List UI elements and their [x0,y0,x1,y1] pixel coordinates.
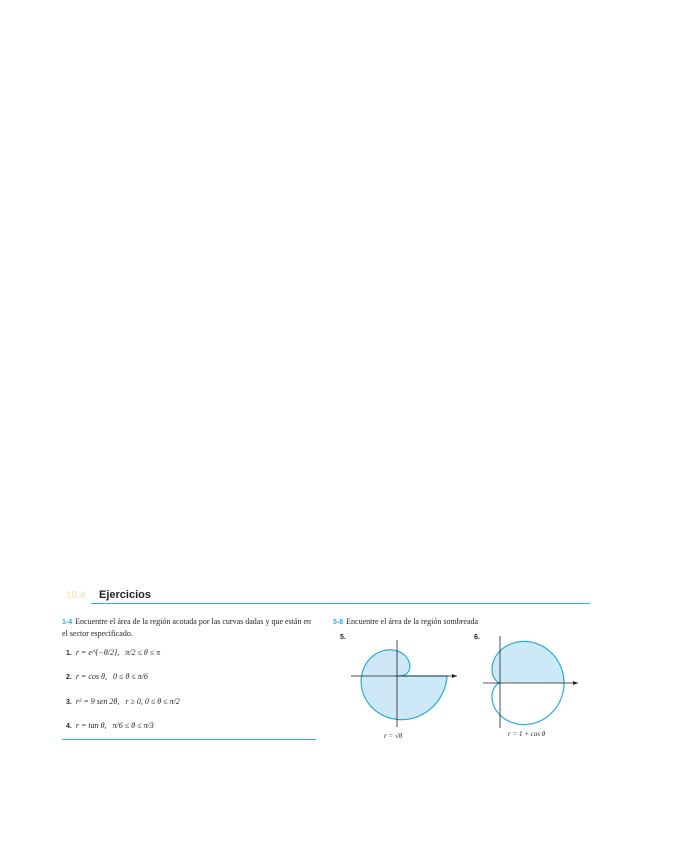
exercise-condition: π/6 ≤ θ ≤ π/3 [112,721,154,730]
x-axis-arrow [452,674,457,678]
section-title: Ejercicios [99,589,151,601]
plot-6-caption: r = 1 + cos θ [508,730,546,738]
instruction-text: Encuentre el área de la región sombreada [346,617,479,626]
exercise-equation: r = cos θ, [75,672,107,681]
exercise-number: 3. [66,699,72,706]
exercise-range: 5-8 [333,619,344,626]
exercise-number: 1. [66,650,72,657]
exercise-equation: r = e^{−θ/2}, [75,648,120,657]
plot-5-caption: r = √θ [384,732,403,740]
exercise-condition: r ≥ 0, 0 ≤ θ ≤ π/2 [125,697,180,706]
plot-6-label: 6. [474,634,480,641]
exercise-number: 2. [66,674,72,681]
exercise-range: 1-4 [62,619,73,626]
exercise-condition: 0 ≤ θ ≤ π/6 [112,672,148,681]
exercise-condition: π/2 ≤ θ ≤ π [125,648,161,657]
shaded-region [361,650,447,720]
exercise-number: 4. [66,723,72,730]
shaded-region [492,641,564,683]
instruction-text: Encuentre el área de la región acotada por las curvas dadas y que están en el sector especificado. [62,617,312,638]
exercise-equation: r = tan θ, [75,721,107,730]
section-number: 10.4 [66,590,86,601]
plot-6 [483,636,578,728]
plot-5 [351,640,457,727]
exercise-equation: r² = 9 sen 2θ, [75,697,120,706]
plot-5-label: 5. [340,634,346,641]
x-axis-arrow [573,681,578,685]
